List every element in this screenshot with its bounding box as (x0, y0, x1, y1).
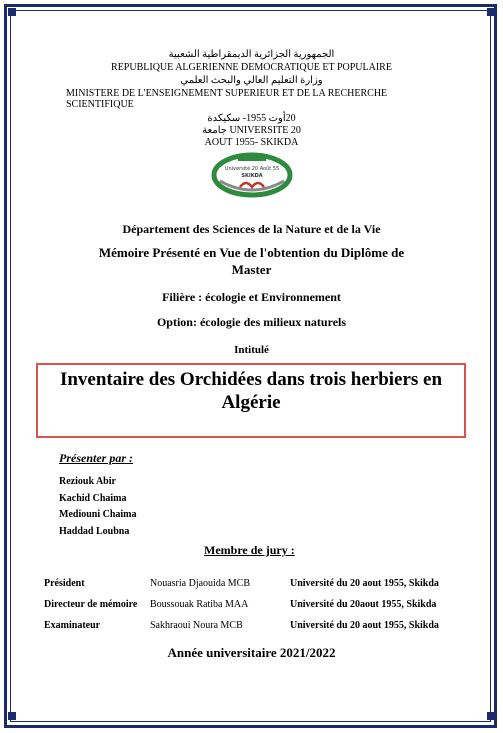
filiere: Filière : écologie et Environnement (162, 290, 341, 304)
jury-name: Sakhraoui Noura MCB (150, 620, 243, 631)
header-arabic-ministry: وزارة التعليم العالي والبحث العلمي (180, 75, 323, 86)
intitule-label: Intitulé (234, 344, 269, 356)
thesis-title (36, 368, 466, 414)
thesis-title-line2: Algérie (221, 392, 281, 413)
thesis-title-line1: Inventaire des Orchidées dans trois herbiers en (59, 369, 443, 390)
jury-name: Boussouak Ratiba MAA (150, 599, 249, 610)
jury-name: Nouasria Djaouida MCB (150, 578, 250, 589)
presenter-name: Mediouni Chaima (59, 509, 137, 520)
header-republic: REPUBLIQUE ALGERIENNE DEMOCRATIQUE ET POPULAIRE (111, 62, 392, 73)
jury-role: Président (44, 578, 85, 589)
presenter-name: Reziouk Abir (59, 476, 116, 487)
option: Option: écologie des milieux naturels (156, 315, 347, 329)
header-ministry-line1: MINISTERE DE L'ENSEIGNEMENT SUPERIEUR ET DE LA RECHERCHE (66, 88, 388, 99)
header-arabic-republic: الجمهورية الجزائرية الديمقراطية الشعبية (168, 49, 335, 60)
jury-affiliation: Université du 20 aout 1955, Skikda (290, 578, 439, 589)
header-university-line2: AOUT 1955- SKIKDA (204, 137, 299, 148)
corner-ornament-bottom-left (8, 712, 16, 720)
header-university-line1: جامعة UNIVERSITE 20 (202, 125, 301, 136)
header-arabic-date: 20أوت 1955- سكيكدة (207, 113, 296, 124)
jury-label: Membre de jury : (204, 543, 295, 557)
jury-affiliation: Université du 20aout 1955, Skikda (290, 599, 437, 610)
corner-ornament-bottom-right (487, 712, 495, 720)
header-ministry-line2: SCIENTIFIQUE (66, 99, 134, 110)
presenter-name: Kachid Chaima (59, 493, 127, 504)
academic-year: Année universitaire 2021/2022 (167, 645, 336, 660)
jury-role: Directeur de mémoire (44, 599, 138, 610)
university-logo (210, 151, 294, 199)
department: Département des Sciences de la Nature et de la Vie (122, 222, 381, 236)
presenter-label: Présenter par : (59, 451, 133, 465)
logo-text-bottom: SKIKDA (241, 173, 263, 179)
presenter-name: Haddad Loubna (59, 526, 130, 537)
memoire-line1: Mémoire Présenté en Vue de l'obtention du Diplôme de (98, 245, 405, 260)
jury-affiliation: Université du 20 aout 1955, Skikda (290, 620, 439, 631)
corner-ornament-top-right (487, 8, 495, 16)
logo-text-top: Université 20 Août 55 (224, 166, 280, 172)
memoire-line2: Master (231, 262, 272, 277)
jury-role: Examinateur (44, 620, 101, 631)
corner-ornament-top-left (8, 8, 16, 16)
